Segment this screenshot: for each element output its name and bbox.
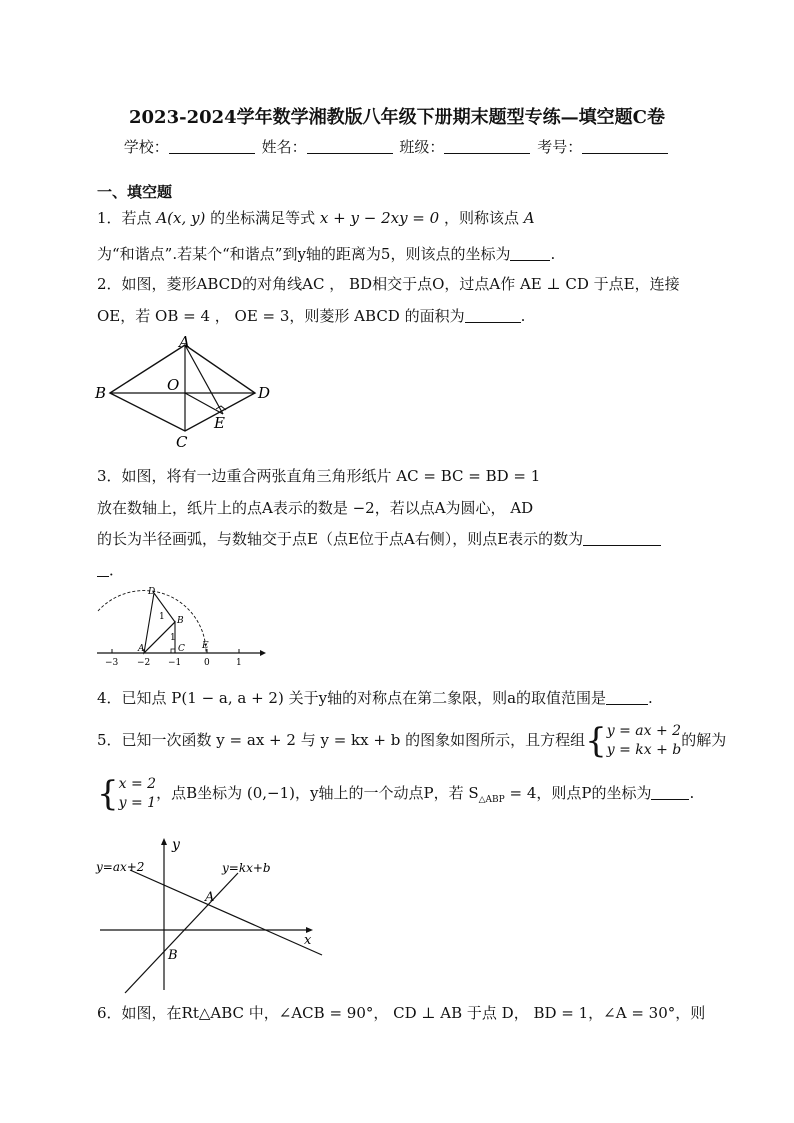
label-c: C xyxy=(176,433,188,451)
label-y-axis: y xyxy=(172,837,180,853)
label-d: D xyxy=(148,587,156,597)
tick-1: 1 xyxy=(236,658,242,668)
q2-answer-blank[interactable] xyxy=(465,309,521,323)
class-blank[interactable] xyxy=(444,139,530,154)
class-label: 班级： xyxy=(399,138,445,156)
q1-line1: 1．若点 A(x, y) 的坐标满足等式 x + y − 2xy = 0 ，则称该点 A xyxy=(97,209,535,227)
q2-line1: 2．如图，菱形ABCD的对角线AC ， BD相交于点O，过点A作 AE ⊥ CD 于点E，连接 xyxy=(97,275,680,293)
q5-line1: 5．已知一次函数 y = ax + 2 与 y = kx + b 的图象如图所示，且方程组{y = ax + 2 y = kx + b的解为 xyxy=(97,721,727,761)
q3-line2: 放在数轴上，纸片上的点A表示的数是 −2，若以点A为圆心， AD xyxy=(97,499,534,517)
q3-answer-blank[interactable] xyxy=(583,532,661,546)
axis-arrow xyxy=(260,650,266,656)
label-b: B xyxy=(95,384,107,402)
school-label: 学校： xyxy=(123,138,169,156)
line-kx-plus-b xyxy=(125,873,238,993)
tick-neg3: −3 xyxy=(105,658,119,668)
label-b: B xyxy=(168,948,178,963)
solution-system: x = 2 y = 1 xyxy=(118,776,157,811)
label-e: E xyxy=(214,414,225,432)
label-e: E xyxy=(202,641,209,651)
line-ax-plus-2 xyxy=(130,870,322,955)
exam-number-blank[interactable] xyxy=(582,139,668,154)
name-blank[interactable] xyxy=(307,139,393,154)
linear-functions-figure xyxy=(92,835,327,995)
section-heading: 一、填空题 xyxy=(97,183,173,201)
dashed-arc xyxy=(98,591,206,653)
q4-line1: 4．已知点 P(1 − a, a + 2) 关于y轴的对称点在第二象限，则a的取值范围是 . xyxy=(97,689,653,707)
triangle-abd xyxy=(144,593,175,653)
label-a: A xyxy=(138,644,145,654)
label-o: O xyxy=(167,376,180,394)
tick-neg1: −1 xyxy=(168,658,182,668)
q4-answer-blank[interactable] xyxy=(606,691,648,705)
label-b: B xyxy=(177,616,184,626)
q1-answer-blank[interactable] xyxy=(510,247,550,261)
name-label: 姓名： xyxy=(261,138,307,156)
equation-system: y = ax + 2 y = kx + b xyxy=(606,723,682,758)
label-d: D xyxy=(258,384,271,402)
page-title: 2023-2024学年数学湘教版八年级下册期末题型专练—填空题C卷 xyxy=(129,107,665,128)
q2-line2: OE，若 OB = 4 ， OE = 3，则菱形 ABCD 的面积为 . xyxy=(97,307,526,325)
rhombus-figure xyxy=(90,335,280,453)
label-one-bd: 1 xyxy=(159,612,165,622)
label-line2: y=kx+b xyxy=(222,861,271,875)
label-a: A xyxy=(205,890,215,905)
q3-line4: ． xyxy=(97,559,124,580)
q5-answer-blank[interactable] xyxy=(651,786,689,800)
school-blank[interactable] xyxy=(169,139,255,154)
label-x-axis: x xyxy=(304,933,312,948)
q3-line3: 的长为半径画弧，与数轴交于点E（点E位于点A右侧），则点E表示的数为 xyxy=(97,528,661,549)
label-a: A xyxy=(179,335,190,351)
tick-neg2: −2 xyxy=(137,658,151,668)
rhombus-shape xyxy=(110,345,255,431)
label-line1: y=ax+2 xyxy=(96,860,145,874)
label-c: C xyxy=(178,644,185,654)
q5-line2: {x = 2 y = 1，点B坐标为 (0,−1)，y轴上的一个动点P，若 $S_{\triangle ABP} = 4$，则点P的坐标为 . xyxy=(97,774,695,814)
q6-line1: 6．如图，在Rt△ABC 中，∠ACB = 90°， CD ⊥ AB 于点 D， BD = 1，∠A = 30°，则 xyxy=(97,1004,706,1022)
exam-number-label: 考号： xyxy=(537,138,583,156)
label-one-bc: 1 xyxy=(170,633,176,643)
student-info-row xyxy=(0,136,794,157)
number-line-figure xyxy=(92,585,267,670)
q3-line1: 3．如图，将有一边重合两张直角三角形纸片 AC = BC = BD = 1 xyxy=(97,467,541,485)
q1-line2: 为“和谐点”.若某个“和谐点”到y轴的距离为5，则该点的坐标为 . xyxy=(97,245,556,263)
tick-0: 0 xyxy=(204,658,210,668)
